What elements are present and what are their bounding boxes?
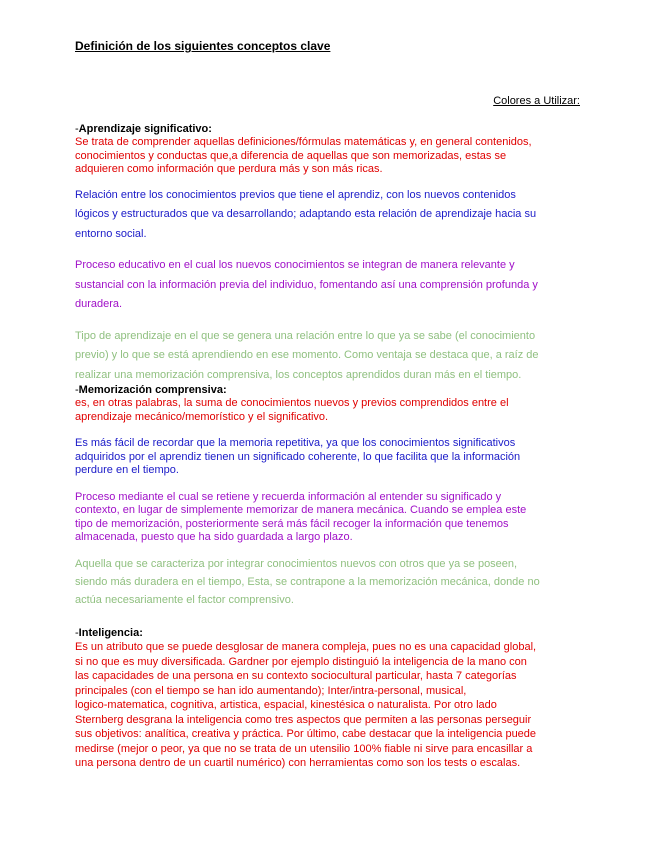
text-line: Proceso educativo en el cual los nuevos conocimientos se integran de manera relevante y <box>75 259 515 271</box>
text-line: Tipo de aprendizaje en el que se genera una relación entre lo que ya se sabe (el conocimiento <box>75 329 536 342</box>
definition-red <box>75 397 580 424</box>
definition-blue <box>75 186 580 245</box>
text-line: si no que es muy diversificada. Gardner por ejemplo distinguió la inteligencia de la mano con <box>75 655 527 668</box>
text-line: realizar una memorización comprensiva, los conceptos aprendidos duran más en el tiempo. <box>75 368 522 381</box>
definition-purple <box>75 256 580 315</box>
text-line: contexto, en lugar de simplemente memorizar de manera mecánica. Cuando se emplea este <box>75 504 527 516</box>
definition-red <box>75 136 580 177</box>
definition-green <box>75 327 580 386</box>
heading-text: Memorización comprensiva: <box>78 384 227 396</box>
text-line: Se trata de comprender aquellas definiciones/fórmulas matemáticas y, en general contenidos, <box>75 136 532 148</box>
text-line: adquiridos por el aprendiz tienen un significado coherente, lo que facilita que la información <box>75 450 521 463</box>
section-heading <box>75 627 580 640</box>
text-line: sus objetivos: analítica, creativa y práctica. Por último, cabe destacar que la inteligencia puede <box>75 728 537 740</box>
definition-red <box>75 640 580 771</box>
heading-text: Aprendizaje significativo: <box>78 123 212 135</box>
section-heading <box>75 123 580 136</box>
colors-label: Colores a Utilizar: <box>493 95 580 107</box>
heading-dash: - <box>75 627 79 639</box>
section-aprendizaje <box>75 123 580 385</box>
text-line: logico-matematica, cognitiva, artistica, espacial, kinestésica o naturalista. Por otro lado <box>75 699 497 711</box>
text-line: lógicos y estructurados que va desarrollando; adaptando esta relación de aprendizaje hacia su <box>75 208 537 220</box>
text-line: duradera. <box>75 298 123 310</box>
text-line: tipo de memorización, posteriormente será más fácil recoger la información que tenemos <box>75 517 509 530</box>
text-line: Relación entre los conocimientos previos que tiene el aprendiz, con los nuevos contenidos <box>75 188 516 201</box>
definition-purple <box>75 491 580 545</box>
text-line: almacenada, puesto que ha sido guardada a largo plazo. <box>75 531 353 543</box>
text-line: aprendizaje mecánico/memorístico y el significativo. <box>75 410 329 423</box>
text-line: adquieren como información que perdura más y son más ricas. <box>75 163 383 175</box>
text-line: principales (con el tiempo se han ido aumentando); Inter/intra-personal, musical, <box>75 684 467 697</box>
text-line: previo) y lo que se está aprendiendo en ese momento. Como ventaja se destaca que, a raíz de <box>75 349 539 361</box>
text-line: una persona dentro de un cuartil numérico) con herramientas como son los tests o escalas. <box>75 757 521 769</box>
heading-dash: - <box>75 123 79 135</box>
heading-text: Inteligencia: <box>78 627 143 639</box>
text-line: conocimientos y conductas que,a diferencia de aquellas que son memorizadas, estas se <box>75 149 507 162</box>
text-line: actúa necesariamente el factor comprensivo. <box>75 593 294 606</box>
text-line: Proceso mediante el cual se retiene y recuerda información al entender su significado y <box>75 490 502 503</box>
heading-dash: - <box>75 384 79 396</box>
text-line: Aquella que se caracteriza por integrar conocimientos nuevos con otros que ya se poseen, <box>75 557 518 570</box>
text-line: medirse (mejor o peor, ya que no se trata de un utensilio 100% fiable ni sirve para encasillar a <box>75 742 533 755</box>
section-heading <box>75 384 580 397</box>
text-line: Es un atributo que se puede desglosar de manera compleja, pues no es una capacidad global, <box>75 641 537 653</box>
page-title: Definición de los siguientes conceptos clave <box>75 39 331 53</box>
definition-green <box>75 555 580 609</box>
section-inteligencia <box>75 627 580 771</box>
text-line: perdure en el tiempo. <box>75 464 179 476</box>
text-line: sustancial con la información previa del individuo, fomentando así una comprensión profunda y <box>75 278 538 291</box>
text-line: es, en otras palabras, la suma de conocimientos nuevos y previos comprendidos entre el <box>75 397 509 409</box>
section-memorizacion <box>75 384 580 609</box>
definition-blue <box>75 437 580 478</box>
text-line: Es más fácil de recordar que la memoria repetitiva, ya que los conocimientos significativos <box>75 437 516 449</box>
text-line: entorno social. <box>75 227 147 240</box>
text-line: las capacidades de una persona en su contexto sociocultural particular, hasta 7 categorías <box>75 670 517 682</box>
text-line: siendo más duradera en el tiempo, Esta, se contrapone a la memorización mecánica, donde no <box>75 575 540 588</box>
text-line: Sternberg desgrana la inteligencia como tres aspectos que permiten a las personas perseguir <box>75 713 532 726</box>
